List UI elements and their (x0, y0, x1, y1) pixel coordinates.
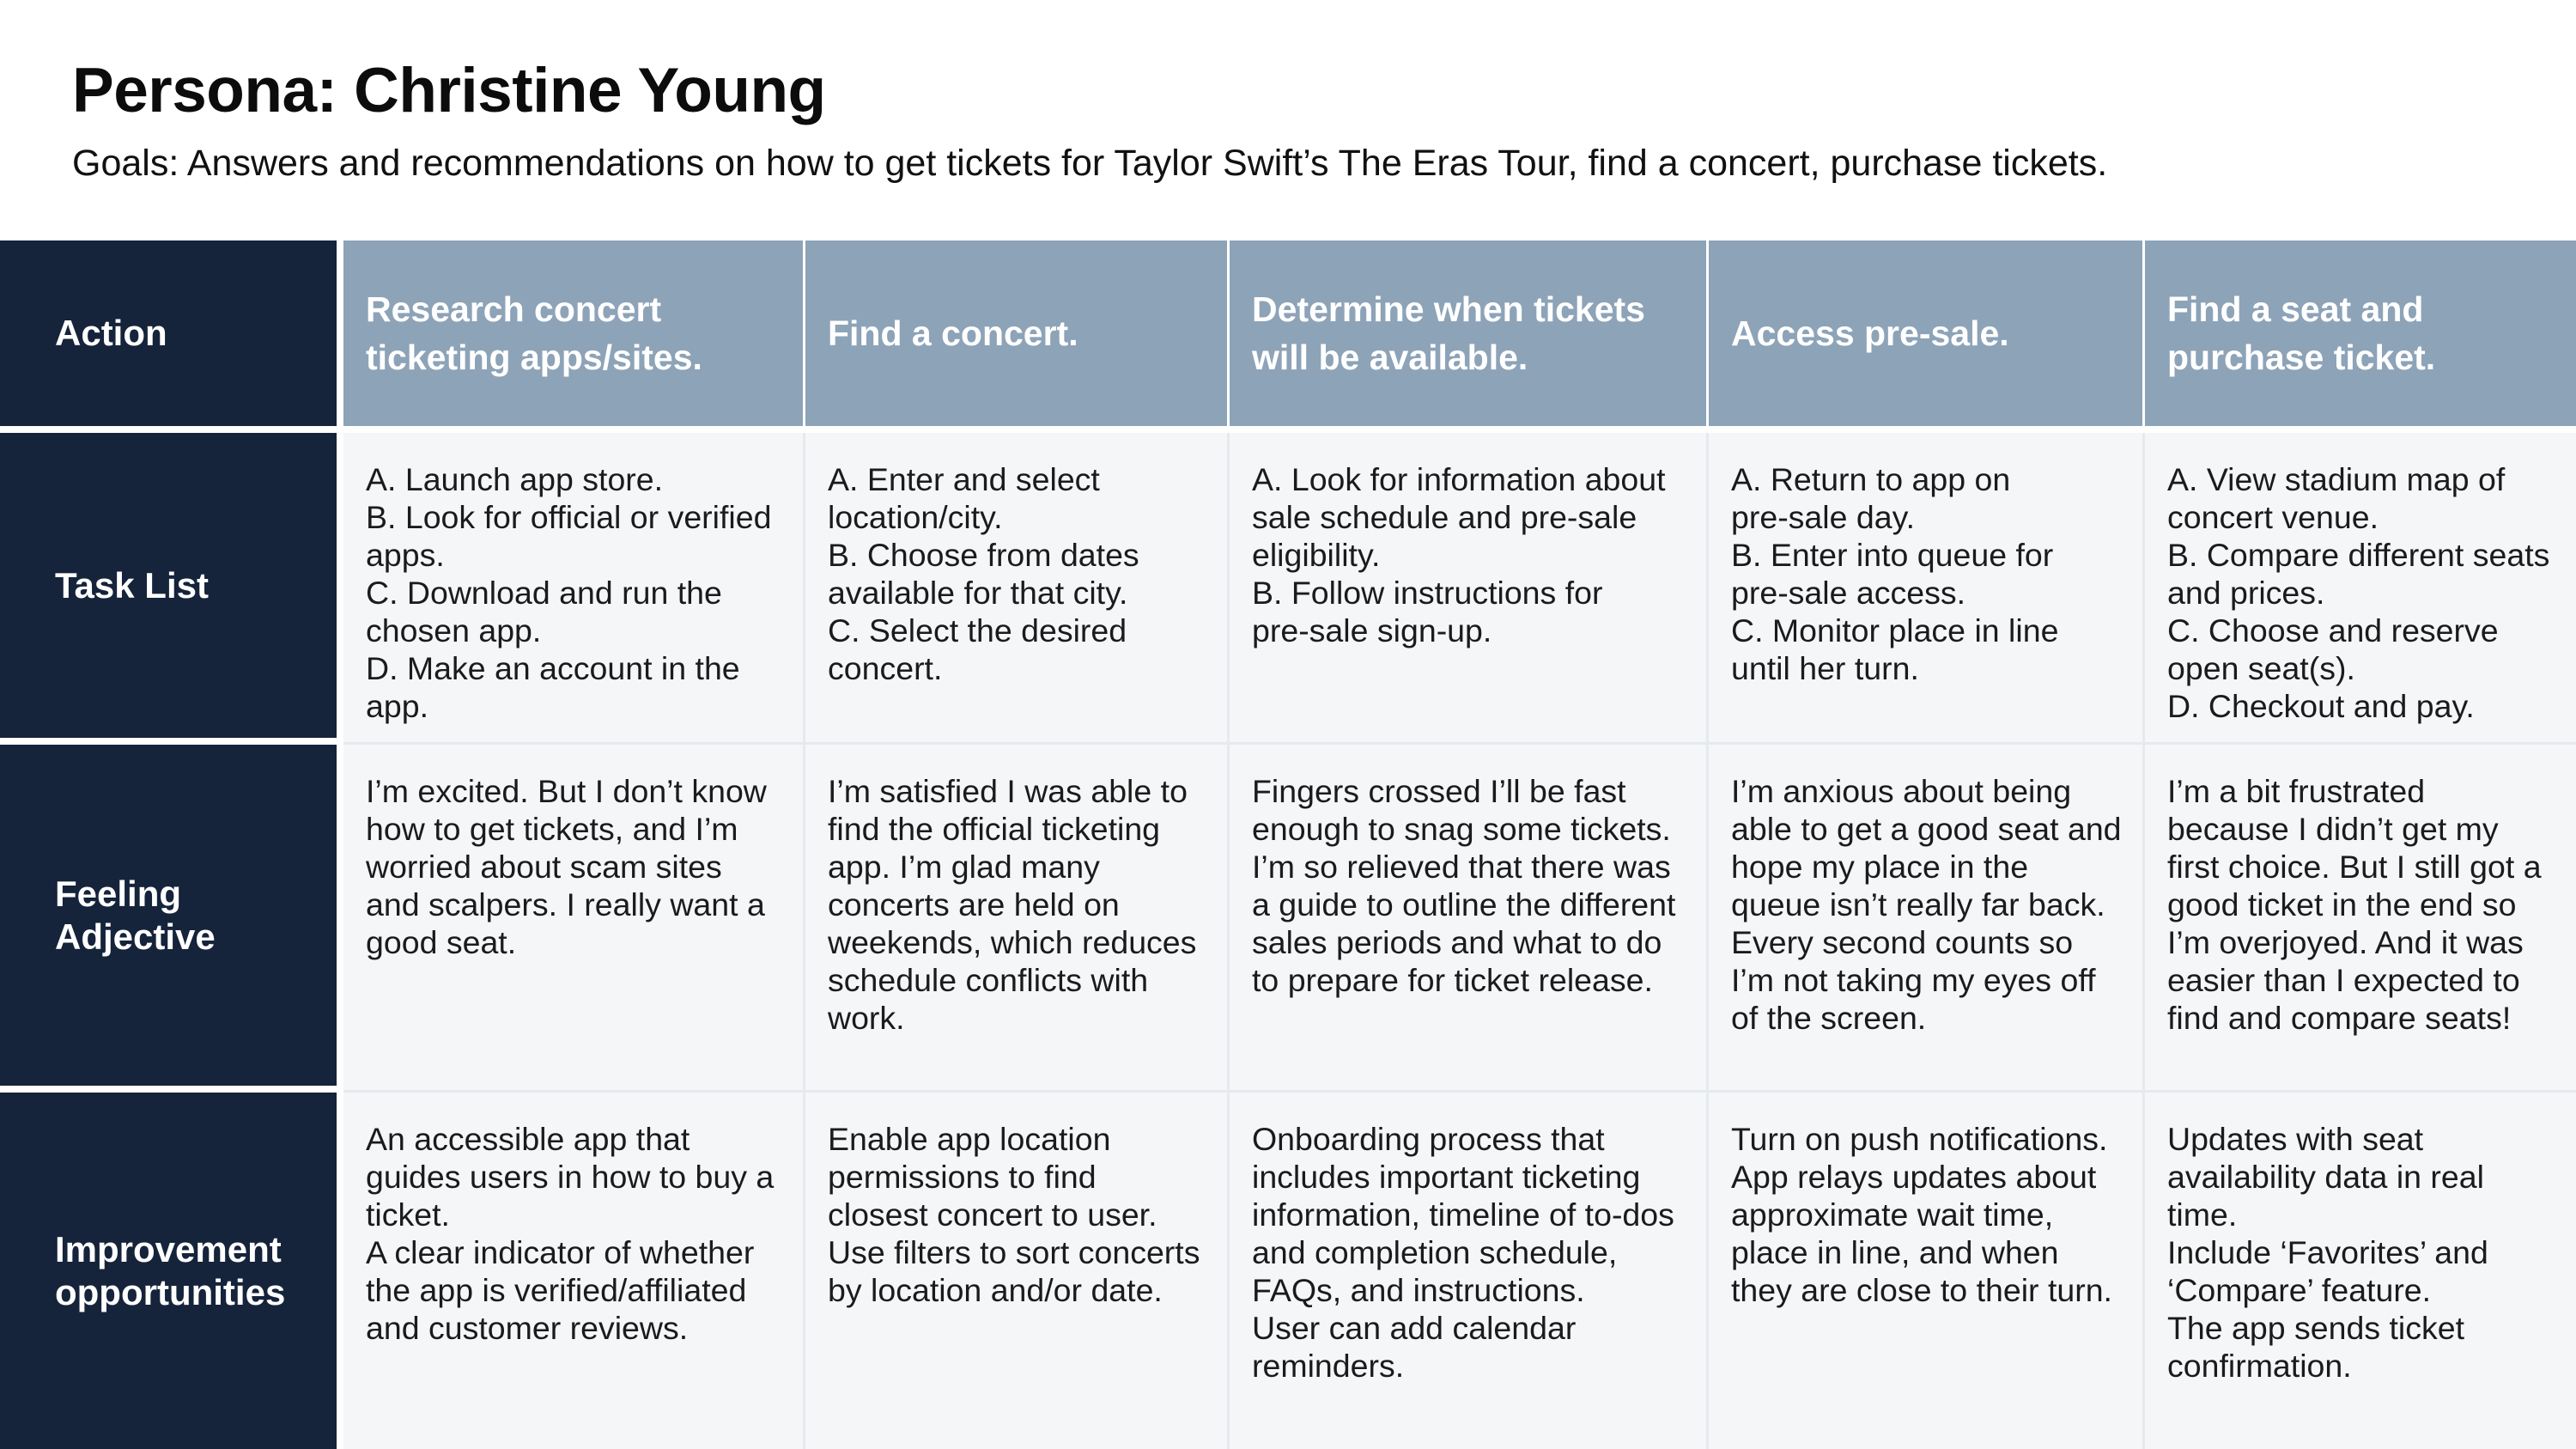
journey-map-table (0, 240, 2576, 1449)
action-label: Determine when tickets will be available. (1252, 289, 1645, 377)
improvement-text: Turn on push notifications. App relays updates about approximate wait time, place in line, and when they are close to their turn. (1731, 1121, 2112, 1308)
stage-3-feeling (1230, 745, 1709, 1093)
row-header-improvement (0, 1093, 343, 1449)
task-text: A. Return to app on pre-sale day. B. Enter into queue for pre-sale access. C. Monitor place in line until her turn. (1731, 461, 2059, 686)
stage-5-feeling (2145, 745, 2576, 1093)
stage-2-tasks (805, 433, 1230, 745)
stage-1-feeling (343, 745, 805, 1093)
row-header-label: Feeling Adjective (55, 873, 216, 957)
task-text: A. View stadium map of concert venue. B. Compare different seats and prices. C. Choose and reserve open seat(s). D. Checkout and pay. (2167, 461, 2550, 724)
improvement-text: Enable app location permissions to find closest concert to user. Use filters to sort concerts by location and/or date. (828, 1121, 1200, 1308)
stage-4-action (1709, 240, 2145, 433)
row-header-task-list (0, 433, 343, 745)
row-header-feeling (0, 745, 343, 1093)
persona-goals: Goals: Answers and recommendations on how to get tickets for Taylor Swift’s The Eras Tour, find a concert, purchase tickets. (72, 143, 2108, 184)
stage-2-action (805, 240, 1230, 433)
stage-1-tasks (343, 433, 805, 745)
action-label: Find a concert. (828, 314, 1078, 353)
stage-3-action (1230, 240, 1709, 433)
stage-1-improvement (343, 1093, 805, 1449)
stage-4-tasks (1709, 433, 2145, 745)
stage-5-improvement (2145, 1093, 2576, 1449)
row-header-label: Task List (55, 564, 209, 606)
stage-2-feeling (805, 745, 1230, 1093)
row-header-action (0, 240, 343, 433)
feeling-text: I’m excited. But I don’t know how to get tickets, and I’m worried about scam sites and scalpers. I really want a good seat. (366, 773, 767, 960)
feeling-text: I’m anxious about being able to get a good seat and hope my place in the queue isn’t really far back. Every second counts so I’m not taking my eyes off of the screen. (1731, 773, 2122, 1036)
stage-4-feeling (1709, 745, 2145, 1093)
task-text: A. Launch app store. B. Look for official or verified apps. C. Download and run the chosen app. D. Make an account in the app. (366, 461, 772, 724)
stage-3-improvement (1230, 1093, 1709, 1449)
stage-5-tasks (2145, 433, 2576, 745)
improvement-text: Onboarding process that includes important ticketing information, timeline of to-dos and completion schedule, FAQs, and instructions. User can add calendar reminders. (1252, 1121, 1674, 1384)
stage-3-tasks (1230, 433, 1709, 745)
improvement-text: Updates with seat availability data in real time. Include ‘Favorites’ and ‘Compare’ feature. The app sends ticket confirmation. (2167, 1121, 2488, 1384)
task-text: A. Enter and select location/city. B. Choose from dates available for that city. C. Select the desired concert. (828, 461, 1139, 686)
action-label: Access pre-sale. (1731, 314, 2009, 353)
stage-2-improvement (805, 1093, 1230, 1449)
stage-5-action (2145, 240, 2576, 433)
feeling-text: I’m a bit frustrated because I didn’t get my first choice. But I still got a good ticket in the end so I’m overjoyed. And it was easier than I expected to find and compare seats! (2167, 773, 2542, 1036)
feeling-text: I’m satisfied I was able to find the official ticketing app. I’m glad many concerts are held on weekends, which reduces schedule conflicts with work. (828, 773, 1197, 1036)
row-header-label: Action (55, 313, 167, 353)
stage-4-improvement (1709, 1093, 2145, 1449)
action-label: Research concert ticketing apps/sites. (366, 289, 702, 377)
feeling-text: Fingers crossed I’ll be fast enough to snag some tickets. I’m so relieved that there was a guide to outline the different sales periods and what to do to prepare for ticket release. (1252, 773, 1676, 998)
action-label: Find a seat and purchase ticket. (2167, 289, 2436, 377)
row-header-label: Improvement opportunities (55, 1228, 286, 1312)
stage-1-action (343, 240, 805, 433)
improvement-text: An accessible app that guides users in how to buy a ticket. A clear indicator of whether the app is verified/affiliated and customer reviews. (366, 1121, 775, 1346)
task-text: A. Look for information about sale schedule and pre-sale eligibility. B. Follow instructions for pre-sale sign-up. (1252, 461, 1666, 648)
page-title: Persona: Christine Young (72, 56, 826, 125)
